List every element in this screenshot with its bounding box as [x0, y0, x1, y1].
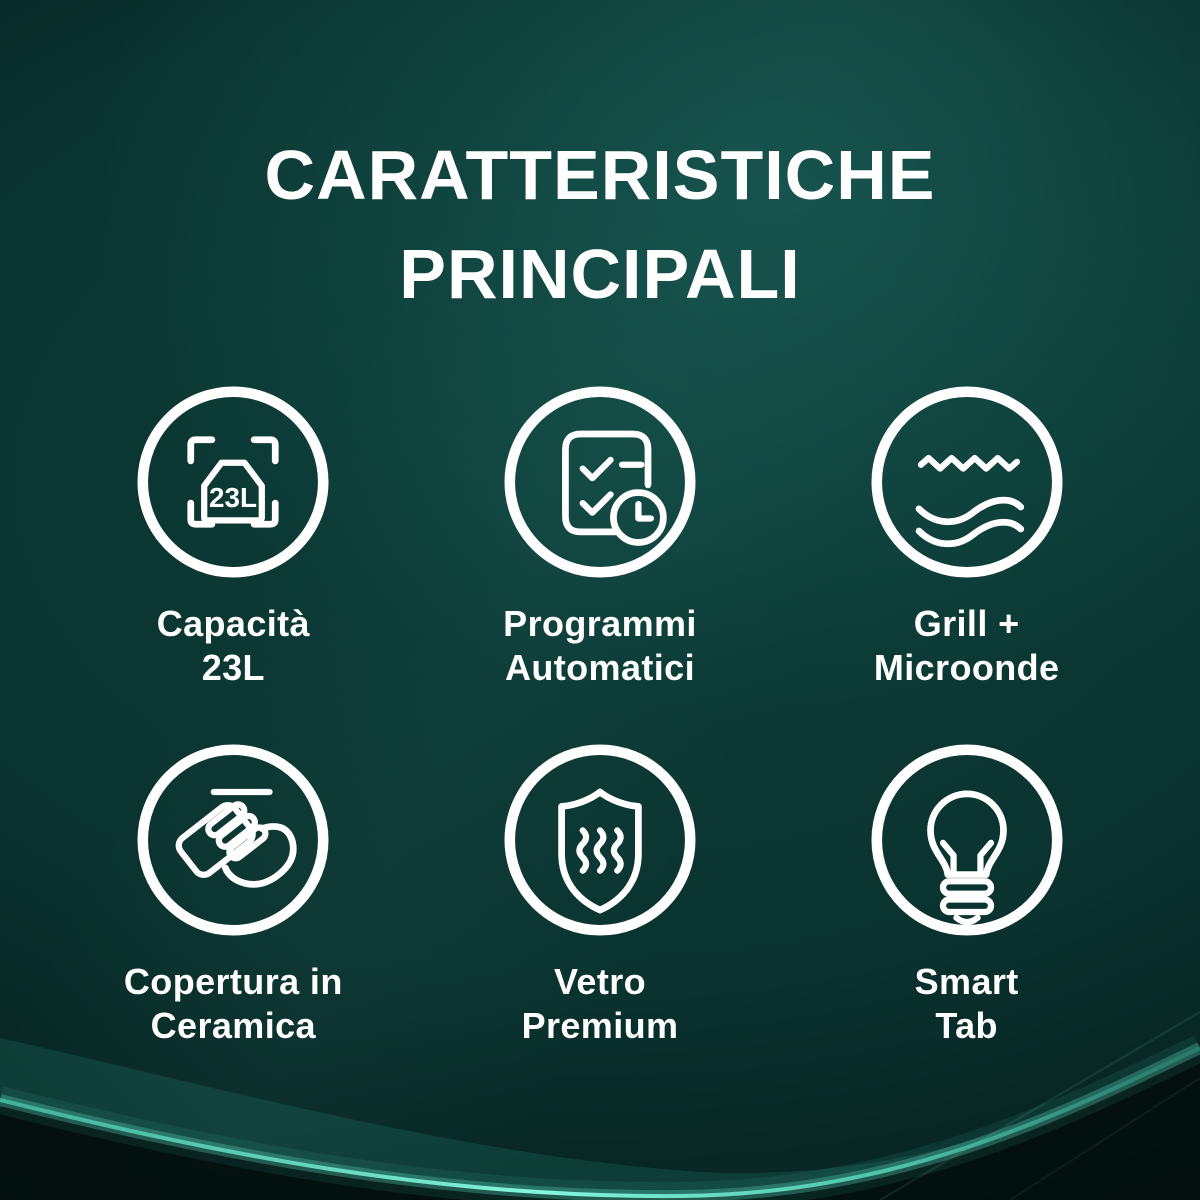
feature-label: Smart Tab: [914, 961, 1019, 1046]
page-title: [0, 126, 1200, 324]
grill-microwave-icon: [871, 386, 1063, 578]
page-title-line2: PRINCIPALI: [399, 235, 801, 313]
feature-grill-microwave: [783, 386, 1150, 690]
auto-programs-icon: [504, 386, 696, 578]
shield-heat-icon: [504, 744, 696, 936]
feature-label: Copertura in Ceramica: [123, 961, 343, 1046]
feature-label: Programmi Automatici: [503, 603, 697, 688]
feature-capacity: [50, 386, 417, 690]
feature-label: Grill + Microonde: [873, 603, 1060, 688]
feature-label: Vetro Premium: [521, 961, 679, 1046]
bottom-swoosh-decoration: [0, 920, 1200, 1200]
page-title-line1: CARATTERISTICHE: [264, 136, 936, 214]
feature-label: Capacità 23L: [156, 603, 310, 688]
capacity-icon-text: 23L: [209, 481, 258, 513]
ceramic-wipe-icon: [137, 744, 329, 936]
feature-auto-programs: [417, 386, 784, 690]
capacity-23l-icon: [137, 386, 329, 578]
lightbulb-icon: [871, 744, 1063, 936]
